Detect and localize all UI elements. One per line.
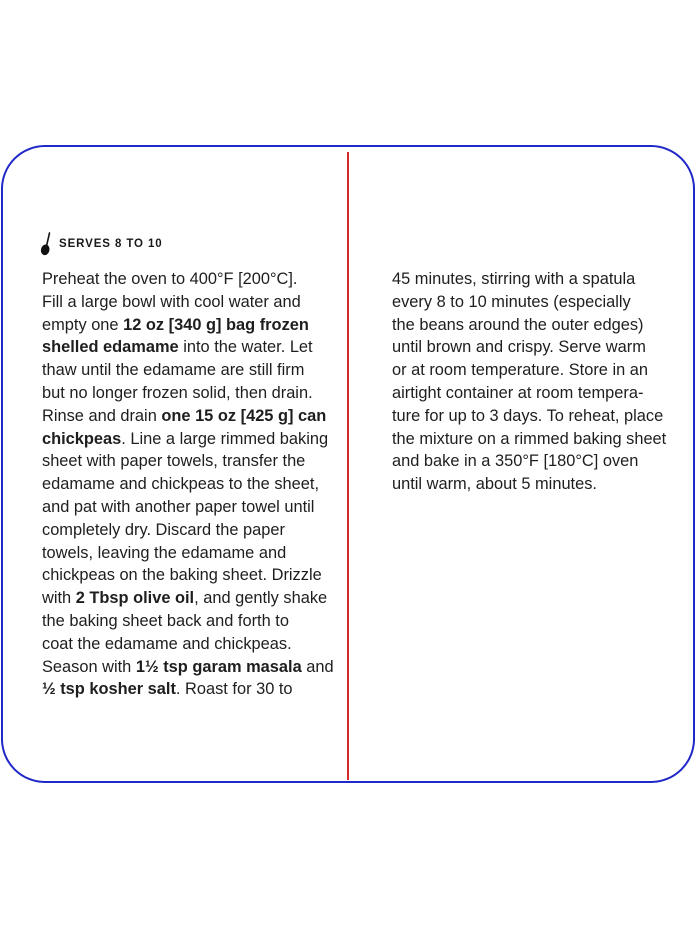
text-line	[42, 382, 342, 405]
text-segment: into the water. Let	[178, 338, 313, 357]
text-line	[42, 405, 342, 428]
text-line	[42, 268, 342, 291]
ingredient-emphasis: shelled edamame	[42, 338, 179, 357]
text-line	[42, 359, 342, 382]
serves-label: SERVES 8 TO 10	[59, 238, 163, 250]
text-line	[42, 542, 342, 565]
text-line	[42, 314, 342, 337]
text-segment: until warm, about 5 minutes.	[392, 475, 597, 494]
text-line	[42, 610, 342, 633]
text-segment: and bake in a 350°F [180°C] oven	[392, 452, 639, 471]
text-segment: Preheat the oven to 400°F [200°C].	[42, 270, 298, 288]
text-segment: with	[42, 589, 76, 608]
text-segment: empty one	[42, 315, 124, 334]
text-segment: every 8 to 10 minutes (especially	[392, 292, 631, 311]
text-segment: . Roast for 30 to	[175, 680, 293, 699]
text-line	[392, 268, 692, 291]
text-line	[392, 382, 692, 405]
text-segment: airtight container at room tempera-	[392, 383, 644, 402]
column-divider	[347, 152, 349, 780]
ingredient-emphasis: ½ tsp kosher salt	[42, 680, 176, 699]
text-segment: coat the edamame and chickpeas.	[42, 634, 292, 653]
text-segment: until brown and crispy. Serve warm	[392, 338, 646, 357]
text-line	[42, 496, 342, 519]
text-segment: Fill a large bowl with cool water and	[42, 292, 301, 311]
text-segment: . Line a large rimmed baking	[121, 429, 329, 448]
text-line	[42, 291, 342, 314]
text-line	[42, 336, 342, 359]
serves-heading	[40, 232, 163, 256]
text-segment: and pat with another paper towel until	[42, 497, 315, 516]
text-segment: the beans around the outer edges)	[392, 315, 644, 334]
text-segment: 45 minutes, stirring with a spatula	[392, 270, 636, 288]
text-segment: Rinse and drain	[42, 406, 162, 425]
text-line	[42, 656, 342, 679]
text-segment: but no longer frozen solid, then drain.	[42, 383, 313, 402]
instructions-left-column	[42, 268, 342, 701]
ingredient-emphasis: chickpeas	[42, 429, 122, 448]
text-segment: or at room temperature. Store in an	[392, 361, 648, 380]
text-segment: the baking sheet back and forth to	[42, 611, 289, 630]
ingredient-emphasis: 2 Tbsp olive oil	[75, 589, 195, 608]
text-segment: edamame and chickpeas to the sheet,	[42, 475, 319, 494]
instructions-right-column	[392, 268, 692, 496]
text-segment: thaw until the edamame are still firm	[42, 361, 305, 380]
text-line	[42, 564, 342, 587]
text-line	[392, 473, 692, 496]
text-line	[392, 359, 692, 382]
text-line	[392, 291, 692, 314]
text-segment: sheet with paper towels, transfer the	[42, 452, 306, 471]
text-line	[42, 450, 342, 473]
text-line	[392, 450, 692, 473]
text-segment: completely dry. Discard the paper	[42, 520, 285, 539]
text-line	[42, 473, 342, 496]
ingredient-emphasis: 1½ tsp garam masala	[135, 657, 302, 676]
text-segment: the mixture on a rimmed baking sheet	[392, 429, 667, 448]
text-line	[42, 633, 342, 656]
ingredient-emphasis: one 15 oz [425 g] can	[161, 406, 327, 425]
text-line	[392, 336, 692, 359]
text-segment: towels, leaving the edamame and	[42, 543, 287, 562]
text-line	[42, 678, 342, 701]
text-line	[392, 405, 692, 428]
ingredient-emphasis: 12 oz [340 g] bag frozen	[123, 315, 309, 334]
text-line	[42, 519, 342, 542]
text-line	[42, 428, 342, 451]
text-segment: Season with	[42, 657, 136, 676]
spoon-icon	[40, 232, 54, 256]
text-segment: and	[301, 657, 334, 676]
text-segment: ture for up to 3 days. To reheat, place	[392, 406, 664, 425]
text-line	[42, 587, 342, 610]
text-line	[392, 314, 692, 337]
text-segment: , and gently shake	[194, 589, 328, 608]
text-segment: chickpeas on the baking sheet. Drizzle	[42, 566, 322, 585]
text-line	[392, 428, 692, 451]
